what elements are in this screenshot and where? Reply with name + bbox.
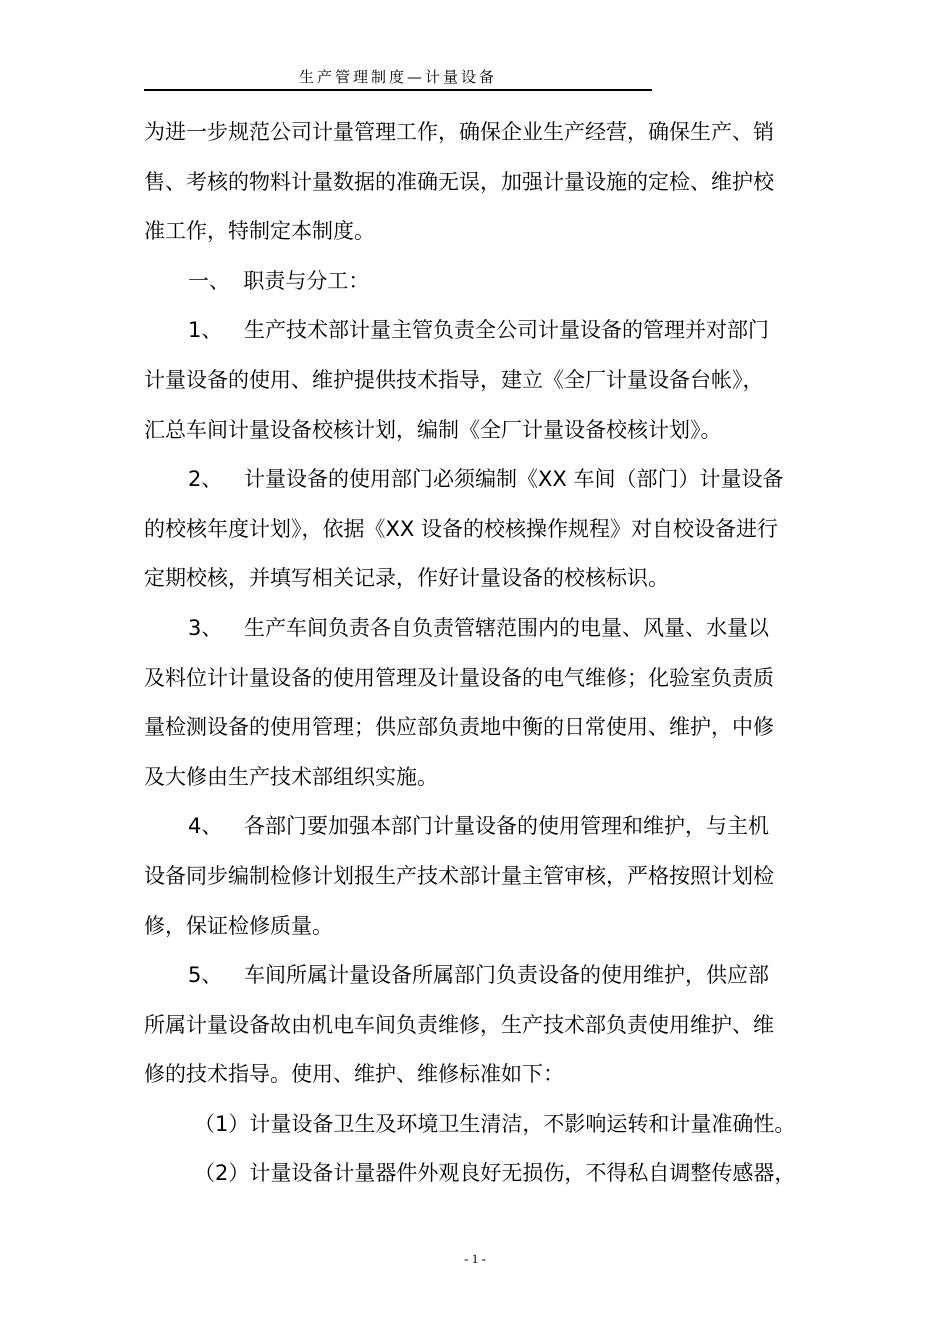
page-number: - 1 - <box>464 1251 486 1266</box>
item-number: 2、 <box>188 467 223 492</box>
item-line: 计量设备的使用、维护提供技术指导，建立《全厂计量设备台帐》， <box>144 367 764 392</box>
item-line: 修的技术指导。使用、维护、维修标准如下： <box>144 1062 564 1087</box>
intro-paragraph <box>144 108 812 257</box>
list-item <box>144 802 812 951</box>
item-line: 计量设备的使用部门必须编制《XX 车间（部门）计量设备 <box>244 467 784 492</box>
item-line: 车间所属计量设备所属部门负责设备的使用维护，供应部 <box>244 963 769 988</box>
item-line: 及大修由生产技术部组织实施。 <box>144 764 438 789</box>
page-header-title: 生产管理制度—计量设备 <box>298 68 497 86</box>
sub-item: （1）计量设备卫生及环境卫生清洁，不影响运转和计量准确性。 <box>194 1111 796 1136</box>
item-line: 生产技术部计量主管负责全公司计量设备的管理并对部门 <box>244 318 769 343</box>
item-line: 的校核年度计划》，依据《XX 设备的校核操作规程》对自校设备进行 <box>144 516 778 541</box>
item-number: 4、 <box>188 814 223 839</box>
section-heading-text: 一、 职责与分工： <box>188 268 370 293</box>
document-body <box>144 108 812 1199</box>
item-line: 量检测设备的使用管理；供应部负责地中衡的日常使用、维护，中修 <box>144 715 774 740</box>
sub-item: （2）计量设备计量器件外观良好无损伤，不得私自调整传感器， <box>194 1161 796 1186</box>
intro-line: 售、考核的物料计量数据的准确无误，加强计量设施的定检、维护校 <box>144 169 774 194</box>
item-number: 5、 <box>188 963 223 988</box>
list-item <box>144 951 812 1100</box>
item-line: 所属计量设备故由机电车间负责维修，生产技术部负责使用维护、维 <box>144 1012 774 1037</box>
item-line: 生产车间负责各自负责管辖范围内的电量、风量、水量以 <box>244 615 769 640</box>
intro-line: 为进一步规范公司计量管理工作，确保企业生产经营，确保生产、销 <box>144 120 774 144</box>
list-item <box>144 306 812 455</box>
item-line: 定期校核，并填写相关记录，作好计量设备的校核标识。 <box>144 566 669 591</box>
item-line: 汇总车间计量设备校核计划，编制《全厂计量设备校核计划》。 <box>144 417 722 442</box>
intro-line: 准工作，特制定本制度。 <box>144 219 375 244</box>
list-item <box>144 604 812 802</box>
item-line: 修，保证检修质量。 <box>144 913 333 938</box>
section-heading <box>144 257 812 307</box>
sub-item-list <box>144 1100 812 1199</box>
list-item <box>144 455 812 604</box>
item-line: 及料位计计量设备的使用管理及计量设备的电气维修；化验室负责质 <box>144 665 774 690</box>
item-line: 设备同步编制检修计划报生产技术部计量主管审核，严格按照计划检 <box>144 863 774 888</box>
header-divider <box>144 89 652 91</box>
item-number: 3、 <box>188 615 223 640</box>
item-number: 1、 <box>188 318 223 343</box>
item-line: 各部门要加强本部门计量设备的使用管理和维护，与主机 <box>244 814 769 839</box>
